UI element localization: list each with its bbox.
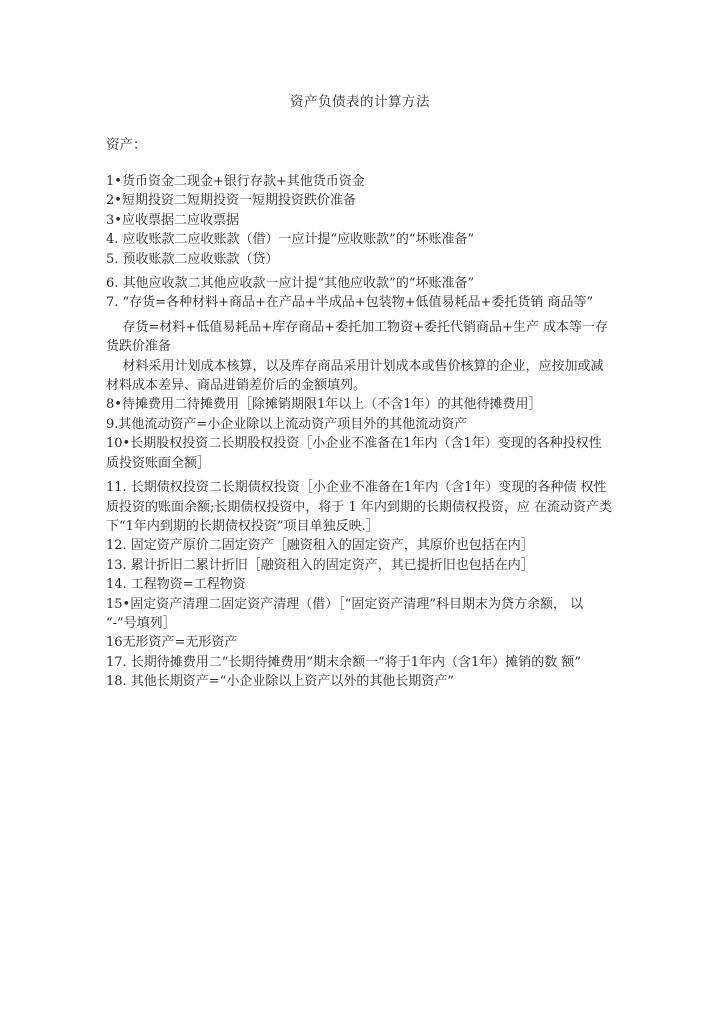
- formula-line-8: 8•待摊费用二待摊费用［除摊销期限1年以上（不含1年）的其他待摊费用］: [106, 397, 542, 413]
- formula-line-14: 14. 工程物资=工程物资: [106, 577, 246, 593]
- formula-line-16: 16无形资产=无形资产: [106, 635, 238, 651]
- formula-line-2: 2•短期投资二短期投资一短期投资跌价准备: [106, 193, 356, 209]
- formula-line-7-materials-note: 材料采用计划成本核算，以及库存商品采用计划成本或售价核算的企业，应按加或减材料成本差异、商品进销差价后的金额填列。: [106, 358, 604, 394]
- formula-line-12: 12. 固定资产原价二固定资产［融资租入的固定资产，其原价也包括在内］: [106, 538, 534, 554]
- document-title: 资产负债表的计算方法: [290, 94, 430, 110]
- formula-line-13: 13. 累计折旧二累计折旧［融资租入的固定资产，其已提折旧也包括在内］: [106, 557, 534, 573]
- formula-line-5: 5. 预收账款二应收账款（贷）: [106, 251, 279, 267]
- formula-line-11: 11. 长期债权投资二长期债权投资［小企业不准备在1年内（含1年）变现的各种债 权性质投资的账面余额;长期债权投资中，将于 1 年内到期的长期债权投资，应 在流动资产类下“1年内到期的长期债权投资”项目单独反映.］: [106, 480, 613, 534]
- formula-line-7: 7. “存货=各种材料+商品+在产品+半成品+包装物+低值易耗品+委托货销 商品等”: [106, 295, 594, 311]
- formula-line-4: 4. 应收账款二应收账款（借）一应计提“应收账款”的“坏账准备”: [106, 232, 475, 248]
- formula-line-15: 15•固定资产清理二固定资产清理（借）［“固定资产清理”科目期末为贷方余额， 以 “-”号填列］: [106, 596, 588, 631]
- formula-line-1: 1•货币资金二现金+银行存款+其他货币资金: [106, 174, 365, 189]
- formula-line-9: 9.其他流动资产=小企业除以上流动资产项目外的其他流动资产: [106, 416, 468, 432]
- formula-line-10: 10•长期股权投资二长期股权投资［小企业不准备在1年内（含1年）变现的各种投权性质投资账面全额］: [106, 436, 602, 471]
- formula-line-6: 6. 其他应收款二其他应收款一应计提“其他应收款”的“坏账准备”: [106, 276, 475, 292]
- section-heading-assets: 资产：: [106, 137, 147, 153]
- formula-line-3: 3•应收票据二应收票据: [106, 212, 239, 228]
- formula-line-7-inventory: 存货=材料+低值易耗品+库存商品+委托加工物资+委托代销商品+生产 成本等一存货跌价准备: [106, 319, 609, 355]
- formula-line-17: 17. 长期待摊费用二“长期待摊费用”期末余额一“将于1年内（含1年）摊销的数 额”: [106, 654, 582, 670]
- formula-list: [106, 172, 614, 692]
- formula-line-18: 18. 其他长期资产=“小企业除以上资产以外的其他长期资产”: [106, 674, 454, 690]
